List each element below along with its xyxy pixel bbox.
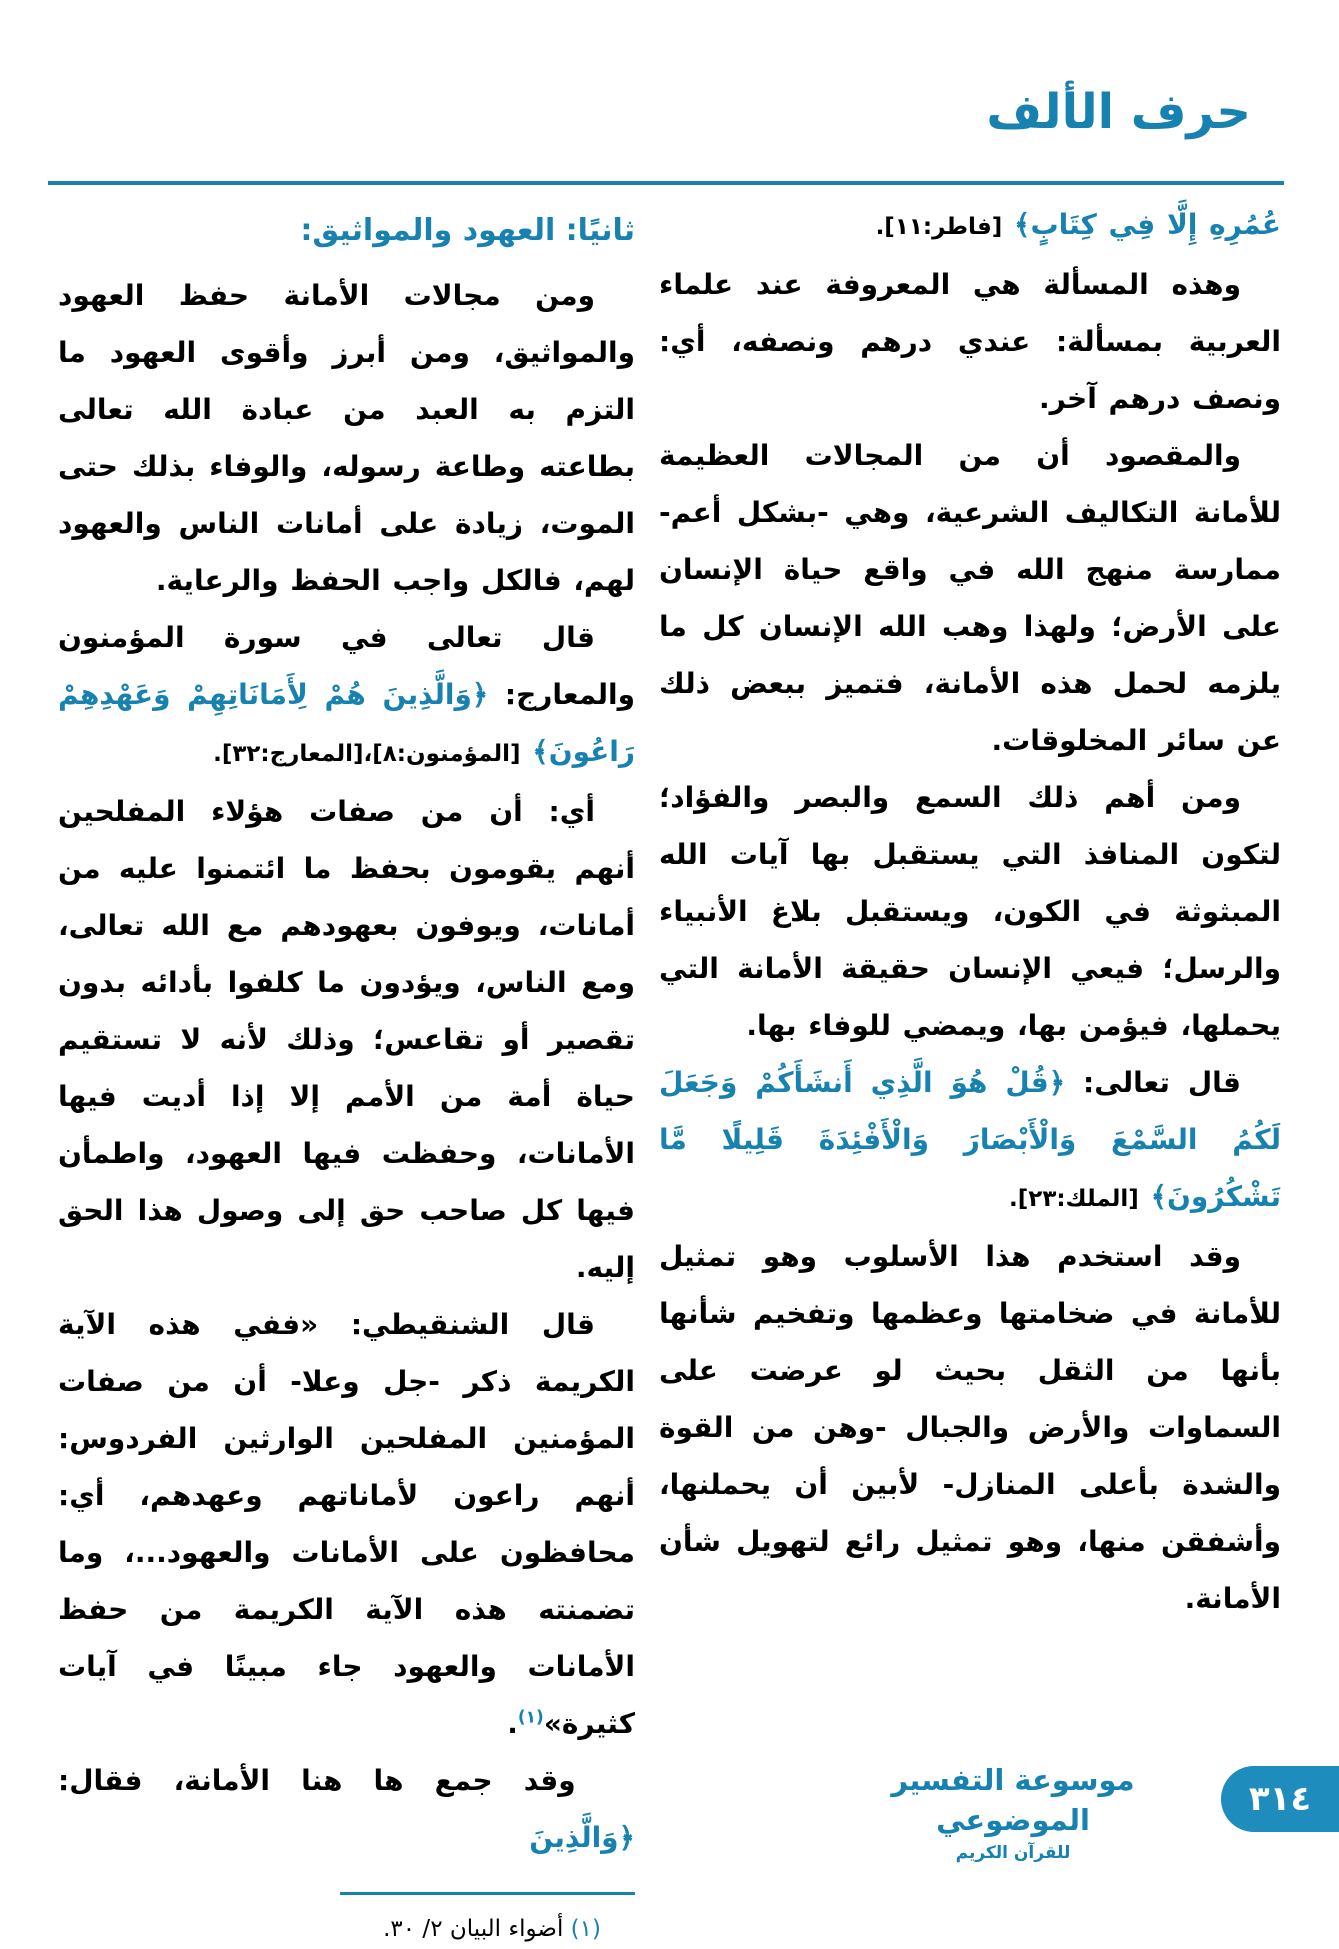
- paragraph-shari-obligations: والمقصود أن من المجالات العظيمة للأمانة التكاليف الشرعية، وهي -بشكل أعم- ممارسة منهج الله في واقع حياة الإنسان على الأرض؛ ولهذا وهب الله الإنسان كل ما يلزمه لحمل هذه الأمانة، فتميز ببعض ذلك عن سائر المخلوقات.: [659, 439, 1281, 757]
- verse-reference-fatir: [فاطر:١١].: [875, 214, 1003, 240]
- page-body: [58, 196, 1281, 1949]
- publisher-logo: [863, 1760, 1163, 1866]
- shanqiti-quote-text: قال الشنقيطي: «ففي هذه الآية الكريمة ذكر -جل وعلا- أن من صفات المؤمنين المفلحين الوارثين الفردوس: أنهم راعون لأماناتهم وعهدهم، أي: محافظون على الأمانات والعهود...، وما تضمنته هذه الآية الكريمة من حفظ الأمانات والعهود جاء مبينًا في آيات كثيرة»: [58, 1308, 635, 1740]
- section-heading-covenants: ثانيًا: العهود والمواثيق:: [300, 213, 635, 248]
- paragraph-hearing-sight-heart: ومن أهم ذلك السمع والبصر والفؤاد؛ لتكون المنافذ التي يستقبل بها آيات الله المبثوثة في الكون، ويستقبل بلاغ الأنبياء والرسل؛ فيعي الإنسان حقيقة الأمانة التي يحملها، فيؤمن بها، ويمضي للوفاء بها.: [659, 781, 1281, 1042]
- publisher-logo-subtitle: للقرآن الكريم: [955, 1843, 1071, 1863]
- verse-reference-muminun-maarij: [المؤمنون:٨]،[المعارج:٣٢].: [213, 741, 521, 767]
- footnote-line: [58, 1909, 635, 1949]
- paragraph-muminun-verse: [58, 609, 635, 783]
- footnote-block: [58, 1892, 635, 1949]
- chapter-header-title: حرف الألف: [986, 84, 1251, 140]
- footnote-number: (١): [570, 1916, 601, 1942]
- paragraph-mulk-verse: [659, 1054, 1281, 1228]
- right-column: [659, 196, 1281, 1627]
- paragraph-amanah-magnification: وقد استخدم هذا الأسلوب وهو تمثيل للأمانة في ضخامتها وعظمها وتفخيم شأنها بأنها من الثقل بحيث لو عرضت على السماوات والأرض والجبال -وهن من القوة والشدة بأعلى المنازل- لأبين أن يحملنها، وأشفقن منها، وهو تمثيل رائع لتهويل شأن الأمانة.: [659, 1240, 1281, 1615]
- quran-verse-start-walladhina: ﴿وَالَّذِينَ: [529, 1821, 635, 1854]
- publisher-logo-title: موسوعة التفسير الموضوعي: [891, 1763, 1135, 1837]
- footnote-separator-rule: [340, 1892, 635, 1895]
- page-number-badge: ٣١٤: [1221, 1766, 1339, 1832]
- paragraph-dirham-issue: وهذه المسألة هي المعروفة عند علماء العربية بمسألة: عندي درهم ونصفه، أي: ونصف درهم آخر.: [659, 268, 1281, 415]
- quran-verse-mulk: ﴿قُلْ هُوَ الَّذِي أَنشَأَكُمْ وَجَعَلَ لَكُمُ السَّمْعَ وَالْأَبْصَارَ وَالْأَفْئِدَةَ قَلِيلًا مَّا تَشْكُرُونَ﴾: [659, 1066, 1281, 1213]
- paragraph-successful-believers: أي: أن من صفات هؤلاء المفلحين أنهم يقومون بحفظ ما ائتمنوا عليه من أمانات، ويوفون بعهودهم مع الله تعالى، ومع الناس، ويؤدون ما كلفوا بأدائه بدون تقصير أو تقاعس؛ وذلك لأنه لا تستقيم حياة أمة من الأمم إلا إذا أديت فيها الأمانات، وحفظت فيها العهود، واطمأن فيها كل صاحب حق إلى وصول هذا الحق إليه.: [58, 795, 635, 1284]
- footnote-source-text: أضواء البيان ٢/ ٣٠.: [383, 1916, 564, 1942]
- verse-intro-text: وقد جمع ها هنا الأمانة، فقال:: [58, 1764, 576, 1797]
- verse-continuation-paragraph: [659, 196, 1281, 256]
- paragraph-covenants-intro: ومن مجالات الأمانة حفظ العهود والمواثيق، ومن أبرز وأقوى العهود ما التزم به العبد من عبادة الله تعالى بطاعته وطاعة رسوله، والوفاء بذلك حتى الموت، زيادة على أمانات الناس والعهود لهم، فالكل واجب الحفظ والرعاية.: [58, 279, 635, 597]
- header-divider-rule: [48, 181, 1284, 185]
- sentence-period: .: [507, 1707, 518, 1740]
- footnote-marker-superscript: (١): [517, 1707, 544, 1728]
- left-column: [58, 196, 635, 1949]
- paragraph-amanah-gathered: [58, 1752, 635, 1866]
- verse-intro-text: قال تعالى في سورة المؤمنون والمعارج:: [58, 621, 635, 711]
- quran-verse-fatir: عُمُرِهِ إِلَّا فِي كِتَابٍ﴾: [1014, 208, 1281, 241]
- verse-reference-mulk: [الملك:٢٣].: [1009, 1186, 1139, 1212]
- verse-intro-text: قال تعالى:: [1065, 1066, 1241, 1099]
- paragraph-shanqiti-quote: [58, 1296, 635, 1752]
- quran-verse-muminun-maarij: ﴿وَالَّذِينَ هُمْ لِأَمَانَاتِهِمْ وَعَهْدِهِمْ رَاعُونَ﴾: [58, 678, 635, 768]
